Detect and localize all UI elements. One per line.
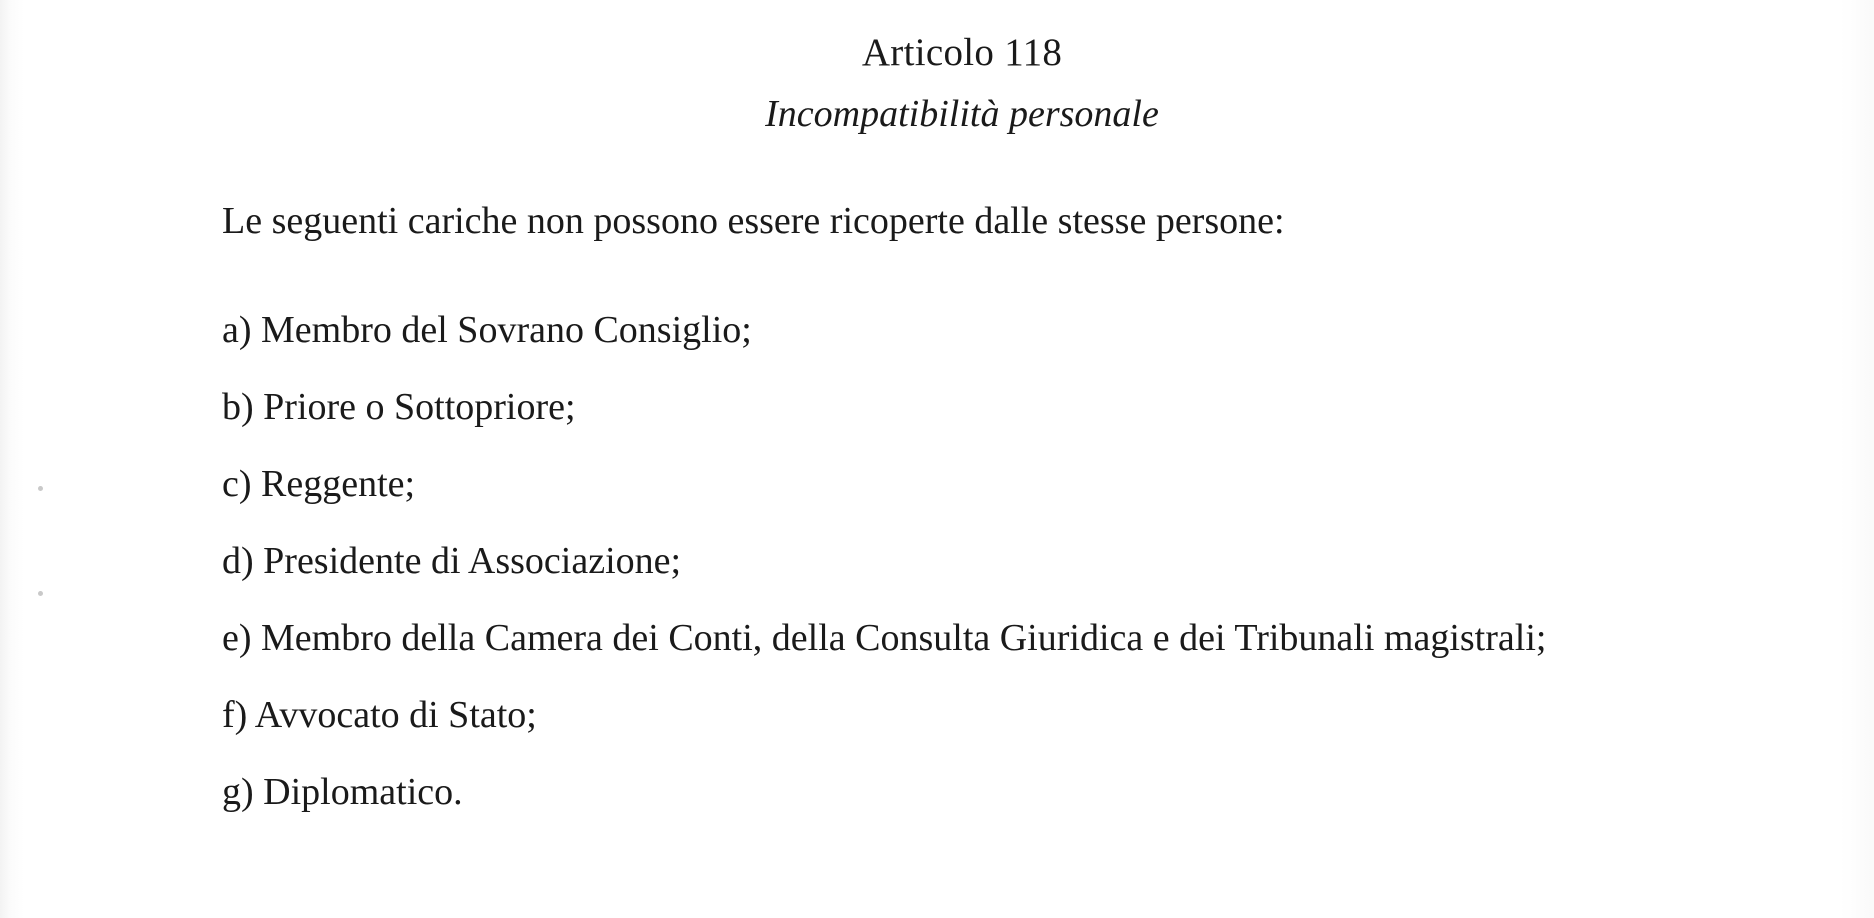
list-item: g) Diplomatico. xyxy=(222,771,463,813)
incompatibility-list xyxy=(222,307,1546,846)
article-title: Articolo 118 xyxy=(861,31,1063,74)
list-item: c) Reggente; xyxy=(222,463,416,505)
article-subtitle: Incompatibilità personale xyxy=(765,93,1159,135)
intro-paragraph: Le seguenti cariche non possono essere ricoperte dalle stesse persone: xyxy=(222,200,1285,242)
list-item: d) Presidente di Associazione; xyxy=(222,540,682,582)
list-item: f) Avvocato di Stato; xyxy=(222,694,537,736)
list-item: b) Priore o Sottopriore; xyxy=(222,386,576,428)
list-item: a) Membro del Sovrano Consiglio; xyxy=(222,309,752,351)
list-item: e) Membro della Camera dei Conti, della Consulta Giuridica e dei Tribunali magistrali; xyxy=(222,617,1547,659)
scan-speck xyxy=(38,591,43,596)
scan-speck xyxy=(38,486,43,491)
